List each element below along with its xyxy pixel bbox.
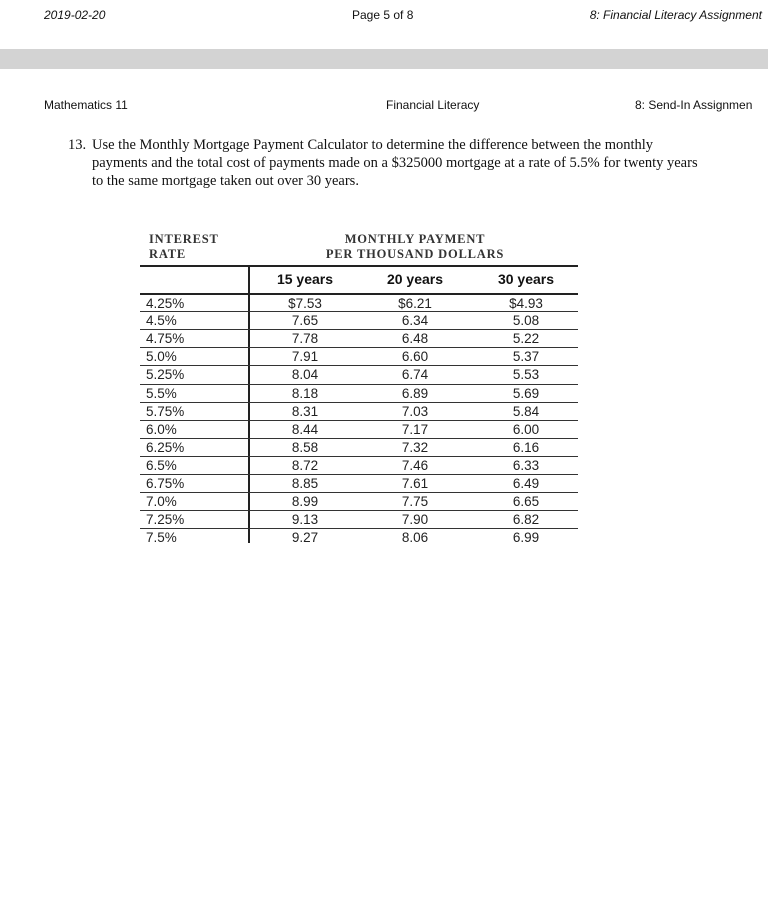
rate-cell: 6.0% [146,421,177,437]
table-row [140,492,578,511]
payment-20-years-cell: 6.48 [401,331,429,347]
payment-30-years-cell: 6.00 [512,421,540,437]
rate-cell: 5.75% [146,403,185,419]
mortgage-payment-table [140,229,580,549]
payment-30-years-cell: 6.82 [512,512,540,528]
table-row [140,329,578,348]
payment-20-years-cell: 7.61 [401,476,429,491]
payment-30-years-cell: 5.22 [512,331,540,347]
table-row [140,438,578,457]
table-row [140,456,578,475]
payment-30-years-cell: 6.49 [512,476,540,491]
payment-15-years-cell: 8.31 [291,403,319,419]
unit-name: 8: Send-In Assignmen [635,98,753,112]
table-row [140,510,578,529]
payment-30-years-cell: 6.65 [512,494,540,510]
course-name: Mathematics 11 [44,98,128,112]
table-row [140,311,578,330]
payment-15-years-cell: 7.78 [291,331,319,347]
payment-15-years-cell: 8.04 [291,367,319,383]
payment-30-years-cell: 5.69 [512,385,540,401]
payment-30-years-cell: 5.53 [512,367,540,383]
column-header-20-years: 20 years [386,271,444,287]
payment-20-years-cell: 7.03 [401,403,429,419]
column-header-30-years: 30 years [497,271,555,287]
rate-cell: 4.5% [146,313,177,329]
payment-20-years-cell: 7.90 [401,512,429,528]
payment-15-years-cell: 9.27 [291,530,319,546]
payment-15-years-cell: 8.58 [291,439,319,455]
payment-15-years-cell: 8.72 [291,457,319,473]
subject-name: Financial Literacy [386,98,480,112]
table-row [140,384,578,403]
column-header-15-years: 15 years [276,271,334,287]
payment-15-years-cell: 8.85 [291,476,319,491]
question-text [92,137,768,191]
payment-20-years-cell: 7.46 [401,457,429,473]
table-row [140,528,578,547]
payment-20-years-cell: 6.89 [401,385,429,401]
rate-cell: 5.5% [146,385,177,401]
rate-cell: 7.25% [146,512,185,528]
payment-15-years-cell: 7.91 [291,349,319,365]
payment-20-years-cell: 7.75 [401,494,429,510]
interest-rate-header: INTEREST RATE [149,232,219,261]
payment-20-years-cell: $6.21 [398,296,432,311]
assignment-title: 8: Financial Literacy Assignment [589,8,762,22]
payment-30-years-cell: $4.93 [509,296,543,311]
rate-cell: 7.0% [146,494,177,510]
monthly-payment-header: MONTHLY PAYMENT PER THOUSAND DOLLARS [325,232,505,261]
table-row [140,474,578,493]
payment-15-years-cell: 9.13 [291,512,319,528]
payment-15-years-cell: 8.99 [291,494,319,510]
payment-30-years-cell: 6.99 [512,530,540,546]
rate-cell: 5.0% [146,349,177,365]
rate-cell: 7.5% [146,530,177,546]
payment-30-years-cell: 5.84 [512,403,540,419]
payment-15-years-cell: 8.18 [291,385,319,401]
question-line: Use the Monthly Mortgage Payment Calculator to determine the difference between the monthly [92,137,654,153]
print-date: 2019-02-20 [44,8,106,22]
rate-cell: 6.25% [146,439,185,455]
table-row [140,420,578,439]
table-row [140,293,578,313]
rate-cell: 6.75% [146,476,185,491]
question-line: payments and the total cost of payments made on a $325000 mortgage at a rate of 5.5% for twenty years [92,155,698,171]
question-number: 13. [68,137,87,153]
rate-cell: 4.25% [146,296,185,311]
payment-30-years-cell: 6.16 [512,439,540,455]
payment-30-years-cell: 6.33 [512,457,540,473]
payment-15-years-cell: 8.44 [291,421,319,437]
rate-cell: 4.75% [146,331,185,347]
print-header [0,0,768,48]
table-row [140,365,578,384]
document-header [0,98,768,116]
rate-cell: 5.25% [146,367,185,383]
payment-30-years-cell: 5.37 [512,349,540,365]
payment-20-years-cell: 6.60 [401,349,429,365]
rate-cell: 6.5% [146,457,177,473]
payment-15-years-cell: $7.53 [288,296,322,311]
payment-20-years-cell: 8.06 [401,530,429,546]
payment-20-years-cell: 7.32 [401,439,429,455]
question-line: to the same mortgage taken out over 30 years. [92,173,359,189]
payment-20-years-cell: 7.17 [401,421,429,437]
page-number: Page 5 of 8 [352,8,414,22]
payment-20-years-cell: 6.74 [401,367,429,383]
page-divider [0,49,768,69]
header-rule [140,265,578,267]
table-row [140,347,578,366]
payment-30-years-cell: 5.08 [512,313,540,329]
payment-20-years-cell: 6.34 [401,313,429,329]
table-row [140,402,578,421]
payment-15-years-cell: 7.65 [291,313,319,329]
